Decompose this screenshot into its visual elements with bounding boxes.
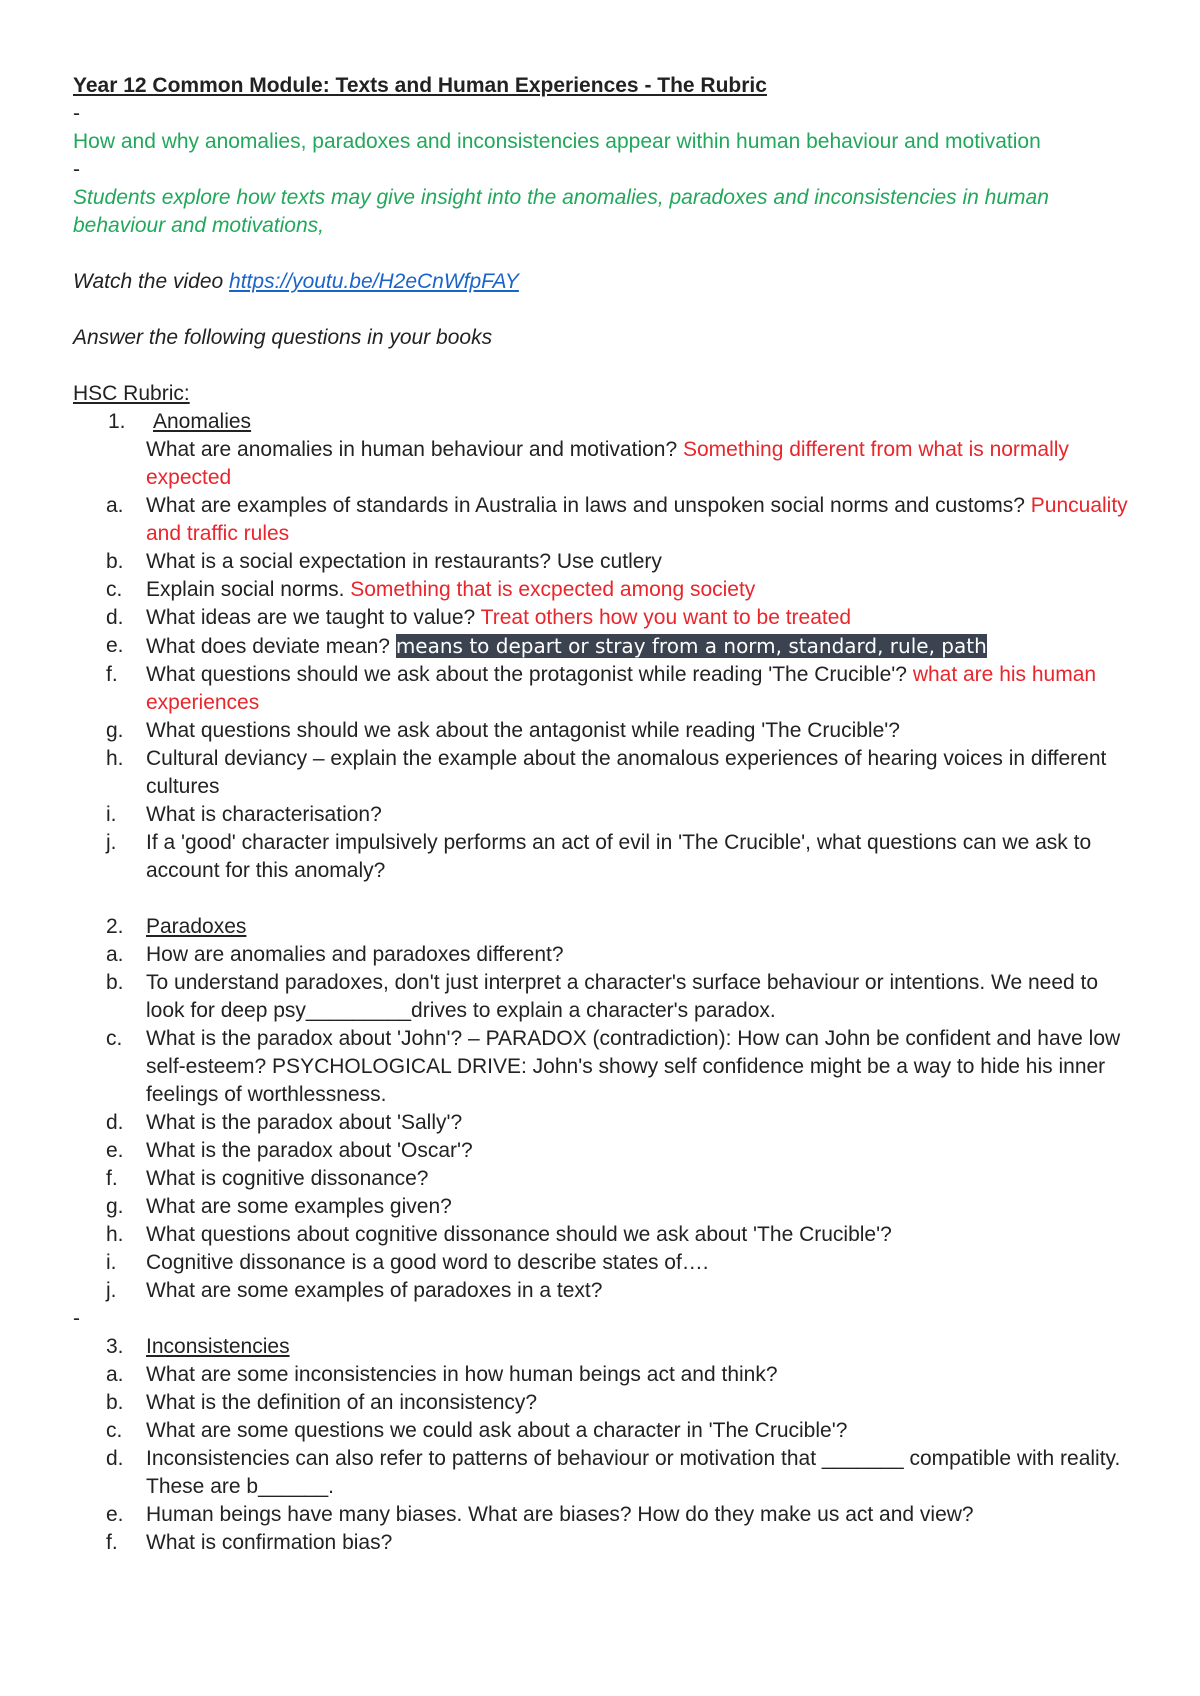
question-text: What does deviate mean? bbox=[146, 635, 396, 658]
item-marker: d. bbox=[106, 1111, 124, 1134]
list-item bbox=[73, 548, 1140, 576]
item-marker: h. bbox=[106, 1223, 124, 1246]
watch-prefix: Watch the video bbox=[73, 270, 230, 293]
list-item bbox=[73, 717, 1140, 745]
watch-line bbox=[73, 268, 1140, 296]
item-marker: f. bbox=[106, 663, 118, 686]
section-3-heading bbox=[73, 1333, 1140, 1361]
section-1-list bbox=[73, 492, 1140, 885]
question-text: What are examples of standards in Australia in laws and unspoken social norms and customs? bbox=[146, 494, 1031, 517]
list-item bbox=[73, 1109, 1140, 1137]
list-item bbox=[73, 1501, 1140, 1529]
question-text: What ideas are we taught to value? bbox=[146, 606, 481, 629]
list-item bbox=[73, 604, 1140, 632]
section-number: 3. bbox=[106, 1335, 124, 1358]
item-marker: j. bbox=[106, 831, 117, 854]
list-item bbox=[73, 1193, 1140, 1221]
list-item bbox=[73, 632, 1140, 661]
item-marker: f. bbox=[106, 1531, 118, 1554]
item-marker: e. bbox=[106, 634, 124, 657]
question-text: What are anomalies in human behaviour and motivation? bbox=[146, 438, 683, 461]
answer-text: Something different from what is normally expected bbox=[146, 438, 1069, 489]
list-item bbox=[73, 1249, 1140, 1277]
question-text: What is a social expectation in restaurants? Use cutlery bbox=[146, 550, 662, 573]
question-text: What is cognitive dissonance? bbox=[146, 1167, 429, 1190]
dash-marker: - bbox=[73, 1307, 80, 1330]
item-marker: i. bbox=[106, 803, 117, 826]
question-text: What are some examples of paradoxes in a text? bbox=[146, 1279, 603, 1302]
section-title: Paradoxes bbox=[146, 915, 247, 938]
item-marker: d. bbox=[106, 1447, 124, 1470]
question-text: Human beings have many biases. What are biases? How do they make us act and view? bbox=[146, 1503, 974, 1526]
question-text: What are some inconsistencies in how human beings act and think? bbox=[146, 1363, 778, 1386]
item-marker: b. bbox=[106, 550, 124, 573]
item-marker: e. bbox=[106, 1139, 124, 1162]
section-number: 1. bbox=[108, 410, 126, 433]
list-item bbox=[73, 969, 1140, 1025]
question-text: What is the paradox about 'John'? – PARADOX (contradiction): How can John be confident and have low self-esteem? PSYCHOLOGICAL DRIVE: John's showy self confidence might be a way to hide his inner feelings of worthlessness. bbox=[146, 1027, 1121, 1106]
rubric-heading: HSC Rubric: bbox=[73, 382, 190, 405]
list-item bbox=[73, 801, 1140, 829]
list-item bbox=[73, 492, 1140, 548]
list-item bbox=[73, 1277, 1140, 1305]
item-marker: g. bbox=[106, 1195, 124, 1218]
item-marker: b. bbox=[106, 971, 124, 994]
list-item bbox=[73, 1417, 1140, 1445]
item-marker: e. bbox=[106, 1503, 124, 1526]
question-text: What is the paradox about 'Oscar'? bbox=[146, 1139, 473, 1162]
dash-marker: - bbox=[73, 158, 80, 181]
item-marker: g. bbox=[106, 719, 124, 742]
answer-text: Puncuality and traffic rules bbox=[146, 494, 1128, 545]
list-item bbox=[73, 1221, 1140, 1249]
list-item bbox=[73, 745, 1140, 801]
list-item bbox=[73, 1137, 1140, 1165]
question-text: What is confirmation bias? bbox=[146, 1531, 393, 1554]
question-text: Explain social norms. bbox=[146, 578, 351, 601]
item-marker: c. bbox=[106, 1419, 123, 1442]
section-title: Anomalies bbox=[153, 410, 252, 433]
question-text: To understand paradoxes, don't just interpret a character's surface behaviour or intentions. We need to look for deep psy_________drives to explain a character's paradox. bbox=[146, 971, 1099, 1022]
section-3-list bbox=[73, 1361, 1140, 1557]
item-marker: d. bbox=[106, 606, 124, 629]
section-1-heading bbox=[73, 408, 1140, 436]
list-item bbox=[73, 1025, 1140, 1109]
question-text: What is the definition of an inconsistency? bbox=[146, 1391, 538, 1414]
rubric-point-2: Students explore how texts may give insight into the anomalies, paradoxes and inconsistencies in human behaviour and motivations, bbox=[73, 186, 1049, 237]
question-text: Cultural deviancy – explain the example about the anomalous experiences of hearing voices in different cultures bbox=[146, 747, 1107, 798]
section-2-list bbox=[73, 941, 1140, 1305]
rubric-point-1: How and why anomalies, paradoxes and inconsistencies appear within human behaviour and motivation bbox=[73, 130, 1041, 153]
item-marker: a. bbox=[106, 494, 124, 517]
question-text: What is characterisation? bbox=[146, 803, 382, 826]
question-text: What questions should we ask about the protagonist while reading 'The Crucible'? bbox=[146, 663, 913, 686]
document-title: Year 12 Common Module: Texts and Human Experiences - The Rubric bbox=[73, 74, 767, 97]
question-text: What are some examples given? bbox=[146, 1195, 452, 1218]
question-text: What is the paradox about 'Sally'? bbox=[146, 1111, 463, 1134]
item-marker: c. bbox=[106, 1027, 123, 1050]
dash-marker: - bbox=[73, 102, 80, 125]
instruction: Answer the following questions in your books bbox=[73, 326, 493, 349]
item-marker: c. bbox=[106, 578, 123, 601]
list-item bbox=[73, 1389, 1140, 1417]
list-item bbox=[73, 576, 1140, 604]
question-text: What are some questions we could ask about a character in 'The Crucible'? bbox=[146, 1419, 848, 1442]
section-title: Inconsistencies bbox=[146, 1335, 290, 1358]
section-1-intro bbox=[73, 436, 1140, 492]
item-marker: a. bbox=[106, 943, 124, 966]
answer-text: Something that is excpected among society bbox=[350, 578, 756, 601]
list-item bbox=[73, 829, 1140, 885]
list-item bbox=[73, 941, 1140, 969]
item-marker: f. bbox=[106, 1167, 118, 1190]
section-2-heading bbox=[73, 913, 1140, 941]
question-text: Inconsistencies can also refer to patterns of behaviour or motivation that _______ compatible with reality. These are b______. bbox=[146, 1447, 1121, 1498]
list-item bbox=[73, 1165, 1140, 1193]
list-item bbox=[73, 1361, 1140, 1389]
item-marker: h. bbox=[106, 747, 124, 770]
question-text: What questions about cognitive dissonance should we ask about 'The Crucible'? bbox=[146, 1223, 892, 1246]
question-text: What questions should we ask about the antagonist while reading 'The Crucible'? bbox=[146, 719, 900, 742]
item-marker: j. bbox=[106, 1279, 117, 1302]
section-number: 2. bbox=[106, 915, 124, 938]
video-link[interactable]: https://youtu.be/H2eCnWfpFAY bbox=[229, 270, 519, 293]
list-item bbox=[73, 661, 1140, 717]
item-marker: i. bbox=[106, 1251, 117, 1274]
highlighted-answer: means to depart or stray from a norm, standard, rule, path bbox=[395, 634, 987, 658]
answer-text: what are his human experiences bbox=[146, 663, 1097, 714]
item-marker: a. bbox=[106, 1363, 124, 1386]
item-marker: b. bbox=[106, 1391, 124, 1414]
question-text: How are anomalies and paradoxes different? bbox=[146, 943, 564, 966]
question-text: Cognitive dissonance is a good word to describe states of…. bbox=[146, 1251, 709, 1274]
question-text: If a 'good' character impulsively performs an act of evil in 'The Crucible', what questions can we ask to account for this anomaly? bbox=[146, 831, 1092, 882]
list-item bbox=[73, 1445, 1140, 1501]
list-item bbox=[73, 1529, 1140, 1557]
answer-text: Treat others how you want to be treated bbox=[480, 606, 852, 629]
